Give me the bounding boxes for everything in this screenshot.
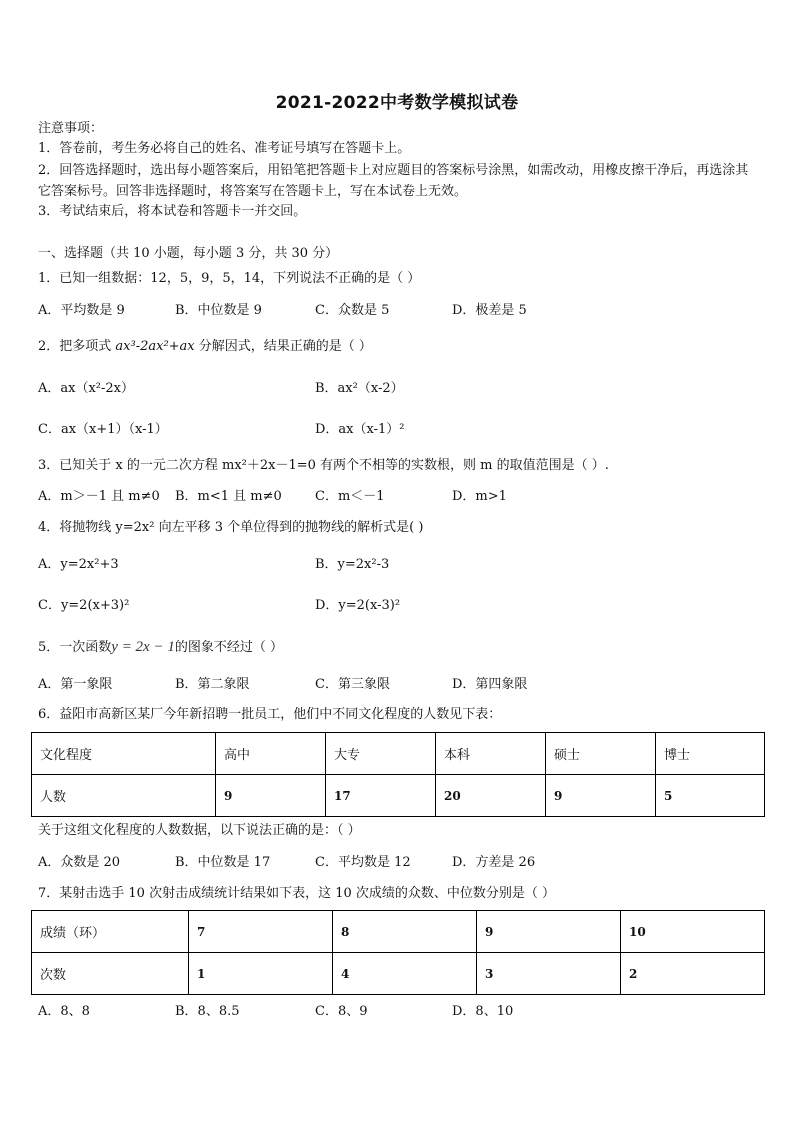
q5-stem-expression: y = 2x − 1 <box>111 639 175 655</box>
q5-option-c: C．第三象限 <box>315 677 390 692</box>
table-row <box>32 911 765 953</box>
section-heading: 一、选择题（共 10 小题，每小题 3 分，共 30 分） <box>38 246 339 261</box>
table-cell: 3 <box>477 953 621 995</box>
table-cell: 1 <box>189 953 333 995</box>
q1-option-b: B．中位数是 9 <box>175 303 262 318</box>
q2-option-c: C．ax（x+1）（x-1） <box>38 422 168 437</box>
table-cell: 9 <box>477 911 621 953</box>
q7-option-d: D．8、10 <box>452 1004 514 1019</box>
question-7-stem: 7．某射击选手 10 次射击成绩统计结果如下表，这 10 次成绩的众数、中位数分别是（ ） <box>38 886 556 901</box>
page-title: 2021-2022中考数学模拟试卷 <box>275 93 519 113</box>
q5-option-a: A．第一象限 <box>38 677 113 692</box>
question-6-stem: 6．益阳市高新区某厂今年新招聘一批员工，他们中不同文化程度的人数见下表： <box>38 707 502 722</box>
question-3-stem: 3．已知关于 x 的一元二次方程 mx²＋2x－1=0 有两个不相等的实数根，则 m 的取值范围是（ ）. <box>38 458 609 473</box>
q6-followup: 关于这组文化程度的人数数据，以下说法正确的是：（ ） <box>38 823 361 838</box>
table-cell: 大专 <box>326 733 436 775</box>
table-cell: 8 <box>333 911 477 953</box>
table-row <box>32 775 765 817</box>
q3-option-a: A．m＞－1 且 m≠0 <box>38 489 160 504</box>
q4-option-b: B．y=2x²-3 <box>315 557 390 572</box>
q5-option-b: B．第二象限 <box>175 677 250 692</box>
table-cell: 5 <box>656 775 765 817</box>
table-cell: 高中 <box>216 733 326 775</box>
table-cell: 本科 <box>436 733 546 775</box>
table-cell: 17 <box>326 775 436 817</box>
table-cell: 9 <box>216 775 326 817</box>
table-cell: 20 <box>436 775 546 817</box>
table-cell: 9 <box>546 775 656 817</box>
q6-option-b: B．中位数是 17 <box>175 855 271 870</box>
table-row <box>32 953 765 995</box>
table-cell: 次数 <box>32 953 189 995</box>
q6-table <box>31 732 765 817</box>
q1-option-d: D．极差是 5 <box>452 303 527 318</box>
q4-option-a: A．y=2x²+3 <box>38 557 119 572</box>
q4-option-d: D．y=2(x-3)² <box>315 598 401 613</box>
q4-option-c: C．y=2(x+3)² <box>38 598 130 613</box>
q1-option-a: A．平均数是 9 <box>38 303 125 318</box>
q3-option-b: B．m<1 且 m≠0 <box>175 489 282 504</box>
notice-item-2: 2．回答选择题时，选出每小题答案后，用铅笔把答题卡上对应题目的答案标号涂黑，如需改动，用橡皮擦干净后，再选涂其它答案标号。回答非选择题时，将答案写在答题卡上，写在本试卷上无效。 <box>38 163 749 199</box>
question-1-stem: 1．已知一组数据：12，5，9，5，14，下列说法不正确的是（ ） <box>38 271 421 286</box>
table-cell: 10 <box>621 911 765 953</box>
q6-option-c: C．平均数是 12 <box>315 855 411 870</box>
q7-option-b: B．8、8.5 <box>175 1004 240 1019</box>
notice-item-3: 3．考试结束后，将本试卷和答题卡一并交回。 <box>38 204 307 219</box>
notice-heading: 注意事项： <box>38 121 104 136</box>
q6-option-a: A．众数是 20 <box>38 855 121 870</box>
q5-stem-pre: 5．一次函数 <box>38 640 112 655</box>
table-cell: 博士 <box>656 733 765 775</box>
q1-option-c: C．众数是 5 <box>315 303 390 318</box>
q2-option-a: A．ax（x²-2x） <box>38 381 135 396</box>
table-cell: 4 <box>333 953 477 995</box>
q2-option-d: D．ax（x-1）² <box>315 422 405 437</box>
table-cell: 成绩（环） <box>32 911 189 953</box>
q7-option-c: C．8、9 <box>315 1004 368 1019</box>
q7-option-a: A．8、8 <box>38 1004 90 1019</box>
table-cell: 7 <box>189 911 333 953</box>
q2-stem-pre: 2．把多项式 <box>38 339 116 354</box>
q2-option-b: B．ax²（x-2） <box>315 381 404 396</box>
q5-stem-post: 的图象不经过（ ） <box>174 640 283 655</box>
q5-option-d: D．第四象限 <box>452 677 528 692</box>
table-cell: 人数 <box>32 775 216 817</box>
q3-option-d: D．m>1 <box>452 489 507 504</box>
table-cell: 硕士 <box>546 733 656 775</box>
notice-item-1: 1．答卷前，考生务必将自己的姓名、准考证号填写在答题卡上。 <box>38 141 411 156</box>
table-cell: 文化程度 <box>32 733 216 775</box>
q6-option-d: D．方差是 26 <box>452 855 536 870</box>
q2-stem-expression: ax³-2ax²+ax <box>115 339 195 354</box>
table-row <box>32 733 765 775</box>
question-5-stem <box>38 638 283 657</box>
q7-table <box>31 910 765 995</box>
table-cell: 2 <box>621 953 765 995</box>
q2-stem-post: 分解因式，结果正确的是（ ） <box>194 339 372 354</box>
q3-option-c: C．m＜－1 <box>315 489 385 504</box>
question-4-stem: 4．将抛物线 y=2x² 向左平移 3 个单位得到的抛物线的解析式是( ) <box>38 520 424 535</box>
question-2-stem <box>38 338 372 356</box>
